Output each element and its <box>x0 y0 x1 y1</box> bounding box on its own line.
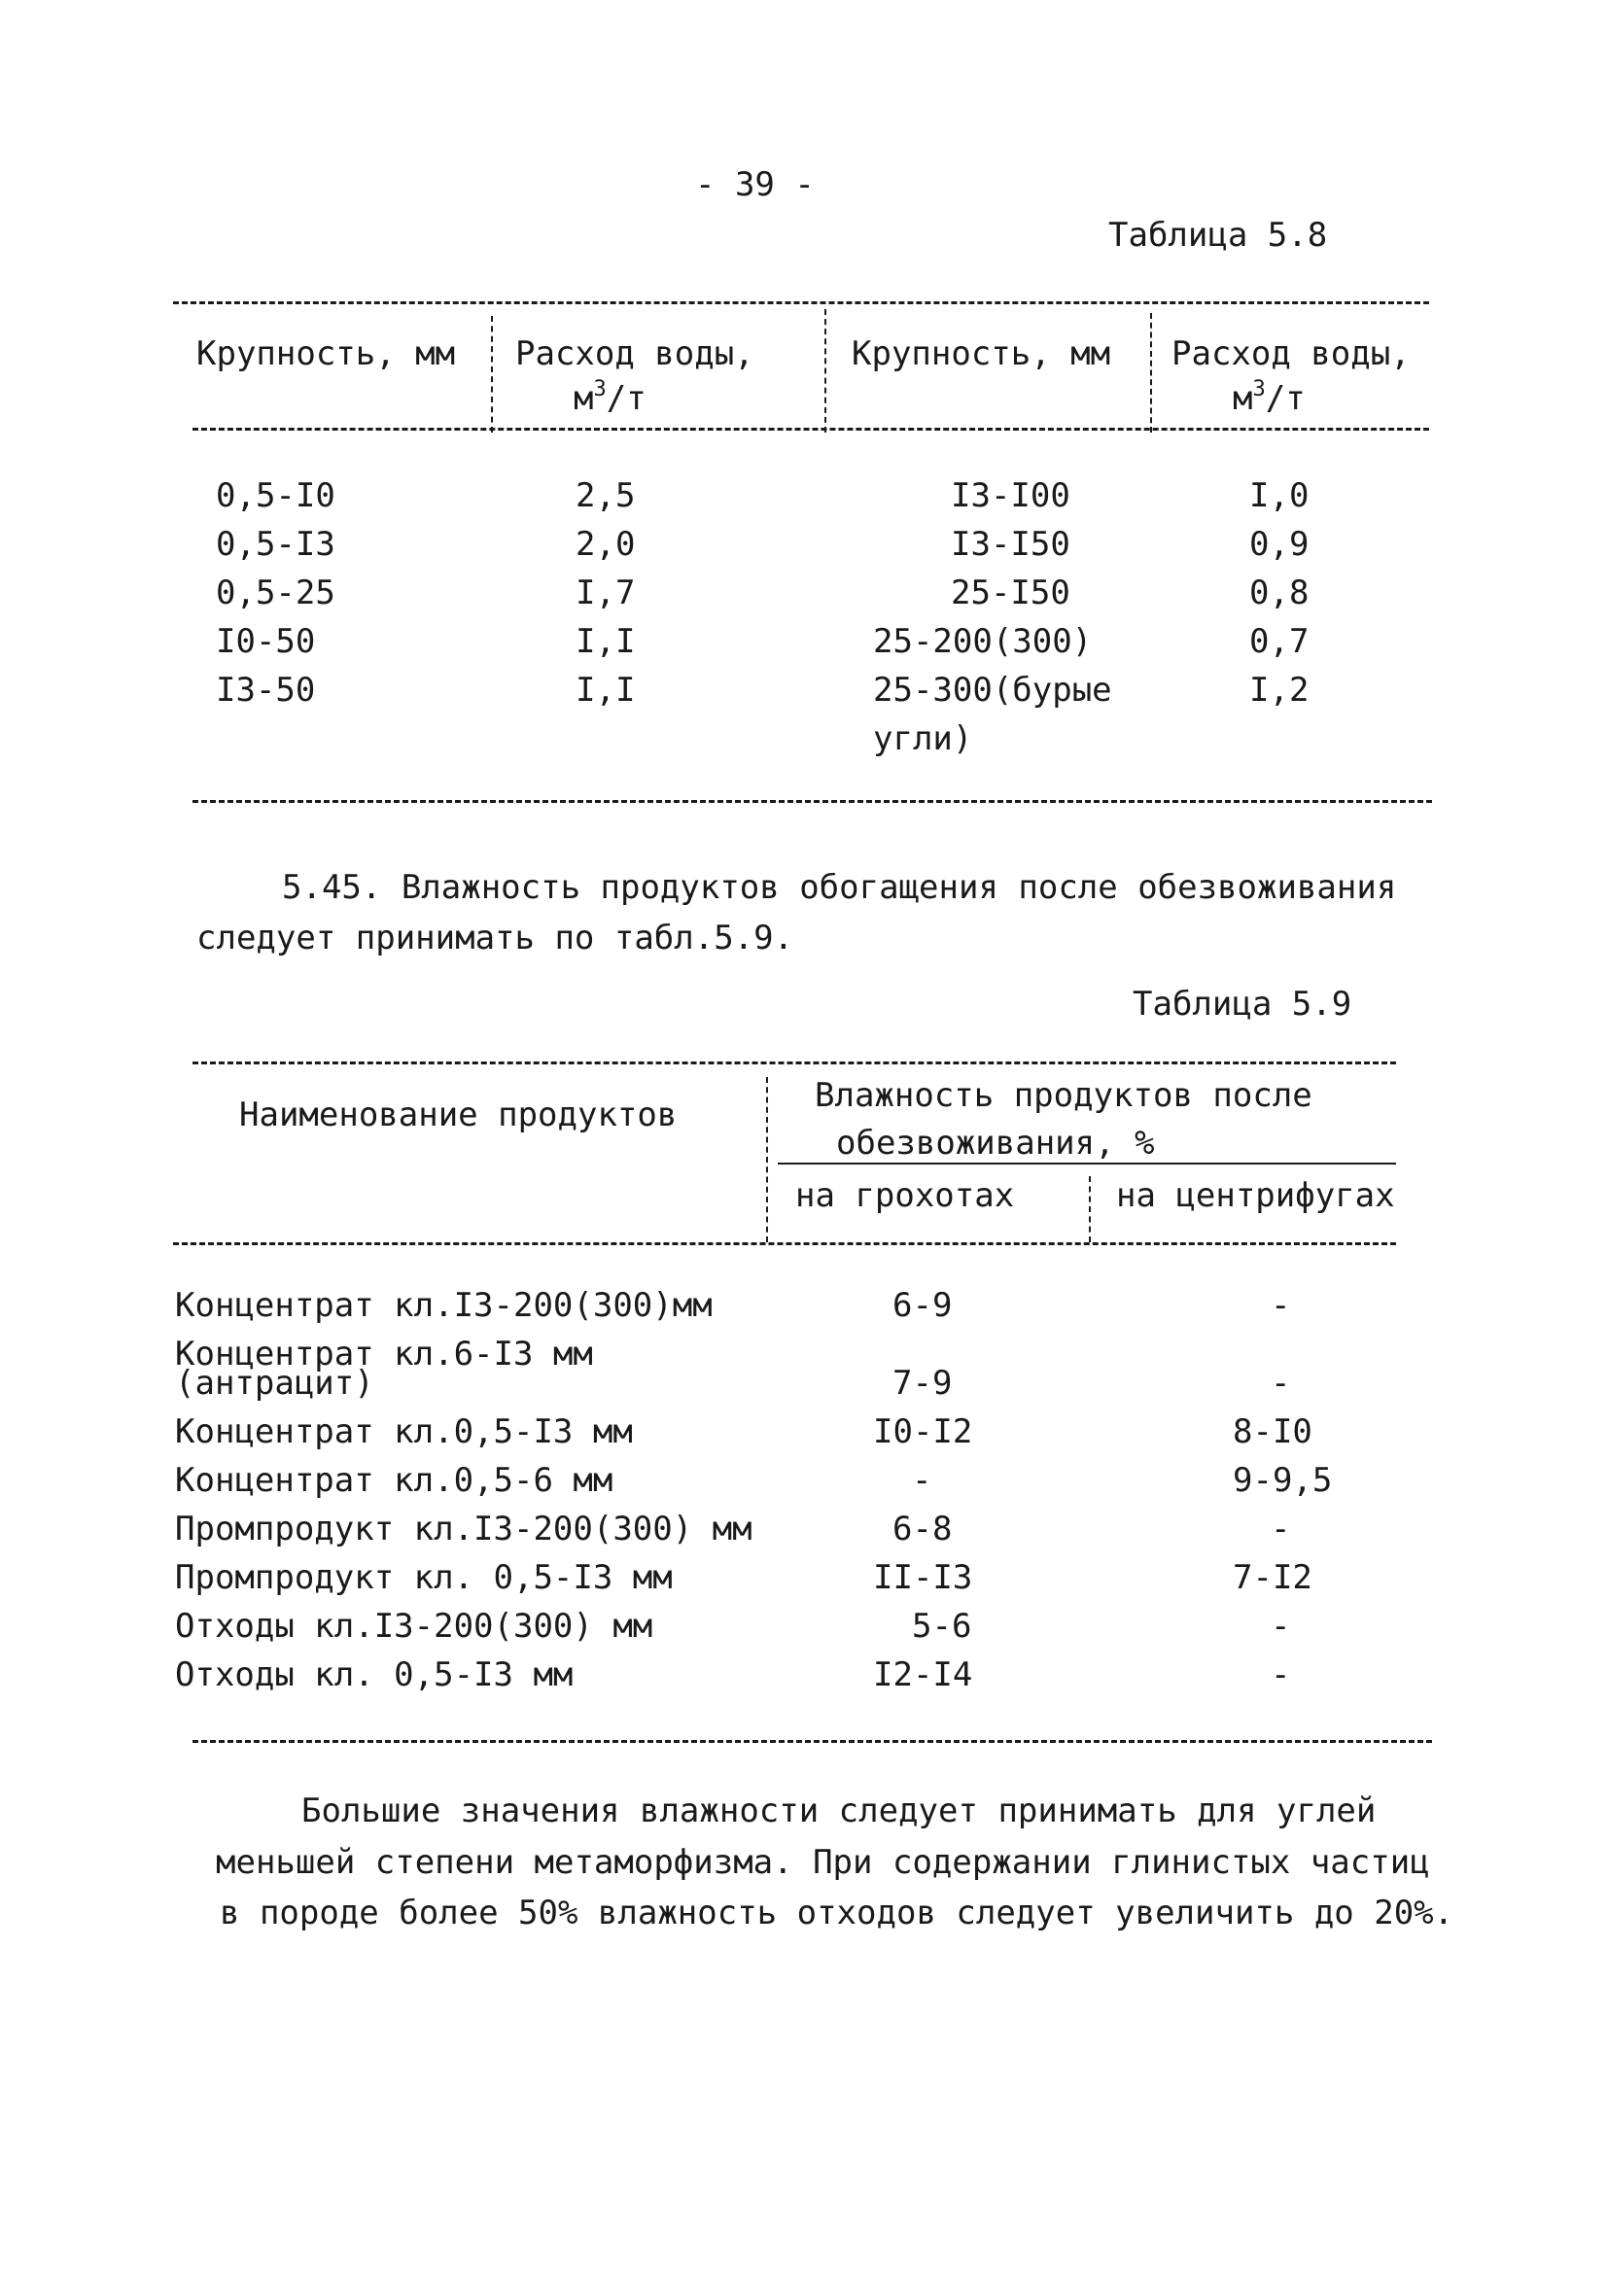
cell-water-b: 0,7 <box>1249 622 1310 661</box>
table-top-rule <box>192 1061 1396 1064</box>
cell-size-a: 0,5-I3 <box>216 525 335 564</box>
column-divider <box>824 309 826 433</box>
cell-centrifuges: - <box>1271 1655 1291 1694</box>
header-moisture-unit: обезвоживания, % <box>836 1124 1155 1163</box>
cell-size-b: 25-300(бурые <box>873 671 1112 710</box>
unit-tail: /т <box>606 379 647 418</box>
header-moisture: Влажность продуктов после <box>815 1076 1312 1115</box>
cell-screens: I0-I2 <box>873 1412 973 1451</box>
cell-size-a: 0,5-25 <box>216 574 335 612</box>
header-centrifuges: на центрифугах <box>1116 1176 1395 1215</box>
cell-screens: - <box>912 1461 932 1500</box>
column-divider <box>766 1077 768 1242</box>
cell-size-b: I3-I00 <box>951 476 1070 515</box>
page-number: - 39 - <box>695 165 815 204</box>
cell-screens: 6-9 <box>892 1286 953 1325</box>
unit-sup: 3 <box>1252 377 1266 401</box>
column-divider <box>1089 1176 1091 1242</box>
unit-sup: 3 <box>593 377 607 401</box>
cell-centrifuges: - <box>1271 1364 1291 1403</box>
cell-product-name: Отходы кл. 0,5-I3 мм <box>175 1655 574 1694</box>
paragraph-line: Большие значения влажности следует принимать для углей <box>301 1792 1377 1830</box>
cell-water-a: 2,0 <box>576 525 636 564</box>
cell-product-name: Концентрат кл.0,5-6 мм <box>175 1461 613 1500</box>
header-water-a-unit <box>574 377 647 418</box>
header-screens: на грохотах <box>795 1176 1015 1215</box>
table-header-rule <box>192 428 1429 431</box>
cell-centrifuges: 9-9,5 <box>1233 1461 1333 1500</box>
paragraph-line: в породе более 50% влажность отходов следует увеличить до 20%. <box>220 1894 1454 1932</box>
header-water-a: Расход воды, <box>515 334 754 373</box>
table-bottom-rule <box>192 1740 1432 1743</box>
cell-water-b: 0,8 <box>1249 574 1310 612</box>
cell-product-name: Концентрат кл.0,5-I3 мм <box>175 1412 633 1451</box>
cell-water-a: 2,5 <box>576 476 636 515</box>
paragraph-line: следует принимать по табл.5.9. <box>196 919 794 957</box>
unit-base: м <box>1233 379 1253 418</box>
table-header-rule <box>173 1242 1396 1245</box>
cell-water-b: 0,9 <box>1249 525 1310 564</box>
cell-product-name-cont: (антрацит) <box>175 1364 374 1403</box>
cell-water-a: I,7 <box>576 574 636 612</box>
cell-product-name: Отходы кл.I3-200(300) мм <box>175 1607 653 1646</box>
cell-size-a: I0-50 <box>216 622 316 661</box>
cell-product-name: Концентрат кл.I3-200(300)мм <box>175 1286 713 1325</box>
cell-water-a: I,I <box>576 671 636 710</box>
table-caption: Таблица 5.8 <box>1108 216 1328 255</box>
column-divider <box>1150 313 1152 433</box>
header-water-b-unit <box>1233 377 1306 418</box>
cell-screens: I2-I4 <box>873 1655 973 1694</box>
unit-base: м <box>574 379 594 418</box>
cell-centrifuges: 8-I0 <box>1233 1412 1312 1451</box>
table-caption: Таблица 5.9 <box>1133 985 1352 1024</box>
cell-water-a: I,I <box>576 622 636 661</box>
cell-product-name: Концентрат кл.6-I3 мм <box>175 1335 593 1374</box>
cell-product-name: Промпродукт кл.I3-200(300) мм <box>175 1510 752 1548</box>
cell-size-b: 25-I50 <box>951 574 1070 612</box>
cell-size-b: I3-I50 <box>951 525 1070 564</box>
cell-product-name: Промпродукт кл. 0,5-I3 мм <box>175 1558 673 1597</box>
header-water-b: Расход воды, <box>1171 334 1411 373</box>
cell-size-b-continuation: угли) <box>873 719 973 758</box>
paragraph-line: 5.45. Влажность продуктов обогащения после обезвоживания <box>282 868 1397 907</box>
paragraph-line: меньшей степени метаморфизма. При содержании глинистых частиц <box>216 1843 1430 1882</box>
header-product-name: Наименование продуктов <box>239 1096 678 1134</box>
cell-size-a: I3-50 <box>216 671 316 710</box>
cell-centrifuges: 7-I2 <box>1233 1558 1312 1597</box>
cell-centrifuges: - <box>1271 1607 1291 1646</box>
cell-centrifuges: - <box>1271 1286 1291 1325</box>
cell-water-b: I,0 <box>1249 476 1310 515</box>
cell-screens: 6-8 <box>892 1510 953 1548</box>
table-top-rule <box>173 301 1429 304</box>
cell-water-b: I,2 <box>1249 671 1310 710</box>
header-subrule <box>778 1163 1396 1165</box>
cell-screens: II-I3 <box>873 1558 973 1597</box>
unit-tail: /т <box>1265 379 1306 418</box>
cell-screens: 7-9 <box>892 1364 953 1403</box>
cell-screens: 5-6 <box>912 1607 972 1646</box>
column-divider <box>491 316 493 433</box>
cell-size-a: 0,5-I0 <box>216 476 335 515</box>
cell-centrifuges: - <box>1271 1510 1291 1548</box>
cell-size-b: 25-200(300) <box>873 622 1093 661</box>
table-bottom-rule <box>192 800 1432 803</box>
header-size-b: Крупность, мм <box>852 334 1111 373</box>
header-size-a: Крупность, мм <box>196 334 456 373</box>
